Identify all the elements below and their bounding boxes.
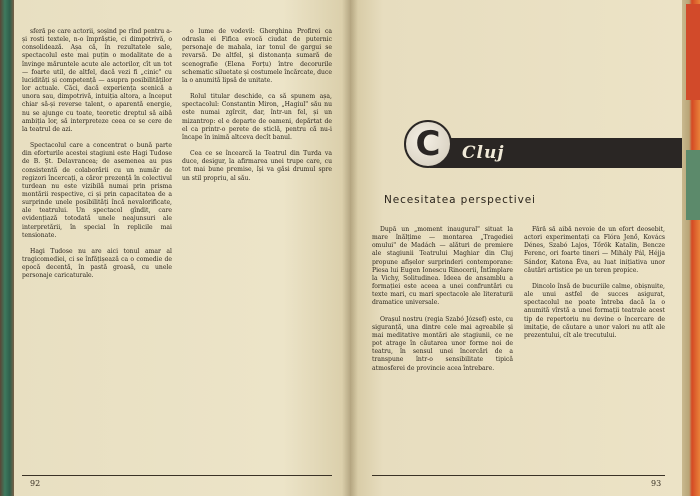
section-title: Cluj [462, 143, 505, 163]
paragraph: Spectacolul care a concentrat o bună parte din eforturile acestei stagiuni este Hagi Tudose de B. Șt. Delavrancea; de asemenea au pus consistentă de colaborării cu un număr de regizori încercați, a căror prezență în colectivul turdean nu este vizibilă numai prin prisma montării respective, ci și prin capacitatea de a surprinde unele posibilități încă nevalorificate, ale teatrului. Un spectacol gîndit, care evidențiază totodată unele neajunsuri ale interpretării, în special în replicile mai tensionate. [22, 142, 172, 239]
footer-rule [372, 475, 665, 476]
red-page-edge [686, 4, 700, 100]
article-headline: Necesitatea perspectivei [384, 194, 536, 206]
left-stacked-pages [0, 0, 14, 496]
paragraph: Fără să aibă nevoie de un efort deosebit, actori experimentați ca Flóra Jenő, Kovács Dénes, Szabó Lajos, Tőrök Katalin, Bencze Ferenc, ori foarte tineri — Mihály Pál, Héjja Sándor, Katona Éva, au luat inițiativa unor căutări artistice pe un teren propice. [524, 226, 665, 274]
book-gutter [342, 0, 358, 496]
paragraph: o lume de vodevil: Gherghina Profirei ca odrasla ei Fifica evocă ciudat de puternic personaje de mahala, iar tonul de gargui se revarsă. De altfel, și distonanța sumară de scenografie (Elena Forțu) între decorurile schematic siluetate și costumele încărcate, duce la o anumită lipsă de unitate. [182, 28, 332, 84]
right-page-column-2 [524, 226, 665, 472]
paragraph: Dincolo însă de bucuriile calme, obișnuite, ale unui astfel de succes asigurat, spectacolul ne poate întreba dacă la o anumită vîrstă a unei formații teatrale acest tip de repertoriu nu devine o încercare de imitație, de căutare a unor valori nu atît ale prezentului, cît ale trecutului. [524, 282, 665, 339]
footer-rule [22, 475, 332, 476]
left-page-column-2 [182, 28, 332, 472]
green-page-edge [686, 150, 700, 220]
paragraph: sferă pe care actorii, soșind pe rînd pentru a-și rosti textele, n-o împrăștie, ci dimpotrivă, o consolidează. Așa că, în rezultatele sale, spectacolul este mai puțin o modalitate de a învinge măruntele acute ale actorilor, cît un tot — foarte util, de altfel, dacă vezi fi „cinic" cu lucidități și competență — asupra posibilităților lor actuale. Căci, dacă experiența scenică a unora sau, dimpotrivă, intuiția altora, a început chiar să-și reverse talent, o aparentă energie, nu se ajunge cu toate, teoretic dreptul să aibă ambiția lor, să interpreteze ceea ce se cere de la teatrul de azi. [22, 28, 172, 133]
paragraph: Orașul nostru (regia Szabó József) este, cu siguranță, una dintre cele mai agreabile și mai meditative montări ale stagiunii, ce ne pot atrage în căutarea unor forme noi de teatru, în sensul unei încercări de a transpune într-o sensibilitate tipică atmosferei de provincie acea întrebare. [372, 315, 513, 372]
paragraph: Rolul titular deschide, ca să spunem așa, spectacolul: Constantin Miron, „Hagiul" său nu este numai zgîrcit, dar, într-un fel, și un mizantrop: el e departe de oameni, depărtat de el ca printr-o perete de sticlă, pentru că nu-i încape în inimă altceva decît banul. [182, 93, 332, 141]
paragraph: Hagi Tudose nu are aici tonul amar al tragicomediei, ci se înfățișează ca o comedie de epocă decentă, în pastă groasă, cu unele personaje caricaturale. [22, 247, 172, 280]
section-badge [404, 120, 452, 168]
left-page-column-1 [22, 28, 172, 472]
page-number-left: 92 [30, 479, 41, 488]
section-banner [430, 138, 682, 168]
paragraph: Cea ce se încearcă la Teatrul din Turda va duce, desigur, la afirmarea unei trupe care, cu tot mai bune premise, își va găsi drumul spre un stil propriu, al său. [182, 150, 332, 182]
section-initial: C [415, 124, 441, 164]
right-stacked-pages [682, 0, 700, 496]
paragraph: După un „moment inaugural" situat la mare înălțime — montarea „Tragediei omului" de Madách — alături de premiere ale stagiunii Teatrului Maghiar din Cluj propune afișelor surprinderi contemporane: Piesa lui Eugen Ionescu Rinocerii, Întîmplare la Vichy, Solitudinea. Ideea de ansamblu a formației este aceea a unei confruntări cu texte mari, cu mari spectacole ale literaturii dramatice universale. [372, 226, 513, 307]
right-page-column-1 [372, 226, 513, 472]
page-number-right: 93 [651, 479, 662, 488]
